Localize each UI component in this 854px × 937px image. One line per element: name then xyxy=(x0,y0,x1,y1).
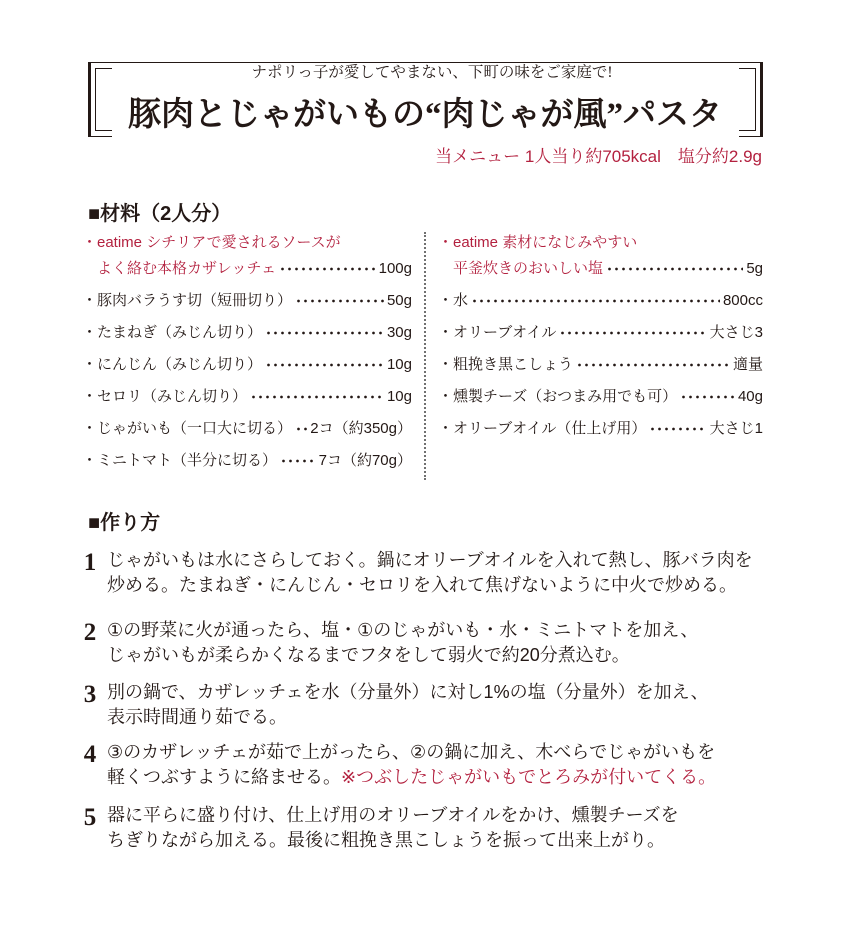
step-line: 炒める。たまねぎ・にんじん・セロリを入れて焦げないように中火で炒める。 xyxy=(107,575,737,595)
dot-leader xyxy=(559,320,706,346)
step-line: じゃがいもが柔らかくなるまでフタをして弱火で約20分煮込む。 xyxy=(107,645,630,665)
step-text xyxy=(107,803,679,853)
step-number: 5 xyxy=(83,804,97,831)
ingredient-amount: 50g xyxy=(386,292,412,309)
ingredient-brand-line: ・eatime シチリアで愛されるソースが xyxy=(82,234,341,251)
method-step xyxy=(80,680,780,730)
method-heading: ■作り方 xyxy=(88,512,161,534)
step-text xyxy=(107,680,709,730)
dot-leader xyxy=(680,384,735,410)
method-step xyxy=(80,740,780,790)
dot-leader xyxy=(279,256,376,282)
ingredient-amount: 10g xyxy=(386,388,412,405)
ingredient-row xyxy=(438,256,763,288)
tagline: ナポリっ子が愛してやまない、下町の味をご家庭で! xyxy=(251,64,613,81)
step-text xyxy=(107,548,753,598)
ingredient-label: ・ミニトマト（半分に切る） xyxy=(82,452,278,469)
ingredient-amount: 2コ（約350g） xyxy=(310,420,412,437)
ingredient-amount: 大さじ3 xyxy=(709,324,763,341)
column-divider xyxy=(424,232,426,480)
step-number: 3 xyxy=(83,681,97,708)
ingredients-heading: ■材料（2人分） xyxy=(88,203,232,225)
step-line: じゃがいもは水にさらしておく。鍋にオリーブオイルを入れて熱し、豚バラ肉を xyxy=(107,550,753,570)
ingredient-label: ・オリーブオイル（仕上げ用） xyxy=(438,420,647,437)
ingredient-amount: 適量 xyxy=(732,356,763,373)
dot-leader xyxy=(649,416,706,442)
method-step xyxy=(80,618,780,668)
dot-leader xyxy=(250,384,384,410)
ingredient-row xyxy=(82,352,412,384)
ingredient-label: ・にんじん（みじん切り） xyxy=(82,356,263,373)
ingredient-amount: 40g xyxy=(737,388,763,405)
ingredient-label: ・粗挽き黒こしょう xyxy=(438,356,574,373)
step-line: ③のカザレッチェが茹で上がったら、②の鍋に加え、木べらでじゃがいもを xyxy=(107,742,716,762)
ingredients-left-column xyxy=(82,230,412,480)
ingredient-amount: 800cc xyxy=(722,292,763,309)
ingredient-label: ・燻製チーズ（おつまみ用でも可） xyxy=(438,388,678,405)
ingredient-row xyxy=(82,256,412,288)
step-note: ※つぶしたじゃがいもでとろみが付いてくる。 xyxy=(341,767,717,787)
dot-leader xyxy=(265,320,384,346)
step-line: 器に平らに盛り付け、仕上げ用のオリーブオイルをかけ、燻製チーズを xyxy=(107,805,679,825)
ingredient-label: よく絡む本格カザレッチェ xyxy=(97,260,277,277)
ingredient-amount: 10g xyxy=(386,356,412,373)
step-line-text: 軽くつぶすように絡ませる。 xyxy=(107,767,341,787)
method-step xyxy=(80,803,780,853)
ingredient-label: 平釜炊きのおいしい塩 xyxy=(453,260,604,277)
step-text xyxy=(107,618,698,668)
dot-leader xyxy=(576,352,730,378)
ingredient-row xyxy=(438,320,763,352)
step-line xyxy=(107,765,716,790)
step-text xyxy=(107,740,716,790)
dot-leader xyxy=(280,448,316,474)
ingredient-row xyxy=(82,320,412,352)
ingredient-row xyxy=(438,288,763,320)
step-number: 4 xyxy=(83,741,97,768)
ingredient-row xyxy=(438,416,763,448)
ingredient-row xyxy=(438,352,763,384)
ingredient-label: ・たまねぎ（みじん切り） xyxy=(82,324,263,341)
ingredient-amount: 100g xyxy=(378,260,412,277)
ingredient-label: ・豚肉バラうす切（短冊切り） xyxy=(82,292,293,309)
ingredient-amount: 7コ（約70g） xyxy=(318,452,412,469)
ingredient-row xyxy=(438,384,763,416)
nutrition-info: 当メニュー 1人当り約705kcal 塩分約2.9g xyxy=(435,147,762,166)
step-line: ちぎりながら加える。最後に粗挽き黒こしょうを振って出来上がり。 xyxy=(107,830,665,850)
step-number: 2 xyxy=(83,619,97,646)
step-line: 別の鍋で、カザレッチェを水（分量外）に対し1%の塩（分量外）を加え、 xyxy=(107,682,709,702)
ingredient-amount: 30g xyxy=(386,324,412,341)
ingredient-row xyxy=(82,384,412,416)
dot-leader xyxy=(606,256,743,282)
ingredient-row xyxy=(82,416,412,448)
ingredient-brand-line: ・eatime 素材になじみやすい xyxy=(438,234,638,251)
ingredient-amount: 大さじ1 xyxy=(709,420,763,437)
ingredient-row xyxy=(82,288,412,320)
method-step xyxy=(80,548,780,598)
ingredient-label: ・じゃがいも（一口大に切る） xyxy=(82,420,293,437)
step-number: 1 xyxy=(83,549,97,576)
ingredient-row xyxy=(82,448,412,480)
ingredient-amount: 5g xyxy=(746,260,763,277)
dot-leader xyxy=(471,288,720,314)
step-line: ①の野菜に火が通ったら、塩・①のじゃがいも・水・ミニトマトを加え、 xyxy=(107,620,699,640)
recipe-title: 豚肉とじゃがいもの“肉じゃが風”パスタ xyxy=(128,97,722,133)
ingredients-right-column xyxy=(438,230,763,448)
ingredient-label: ・水 xyxy=(438,292,469,309)
ingredient-label: ・オリーブオイル xyxy=(438,324,557,341)
ingredient-label: ・セロリ（みじん切り） xyxy=(82,388,248,405)
dot-leader xyxy=(295,416,307,442)
dot-leader xyxy=(265,352,384,378)
step-line: 表示時間通り茹でる。 xyxy=(107,707,287,727)
dot-leader xyxy=(295,288,384,314)
